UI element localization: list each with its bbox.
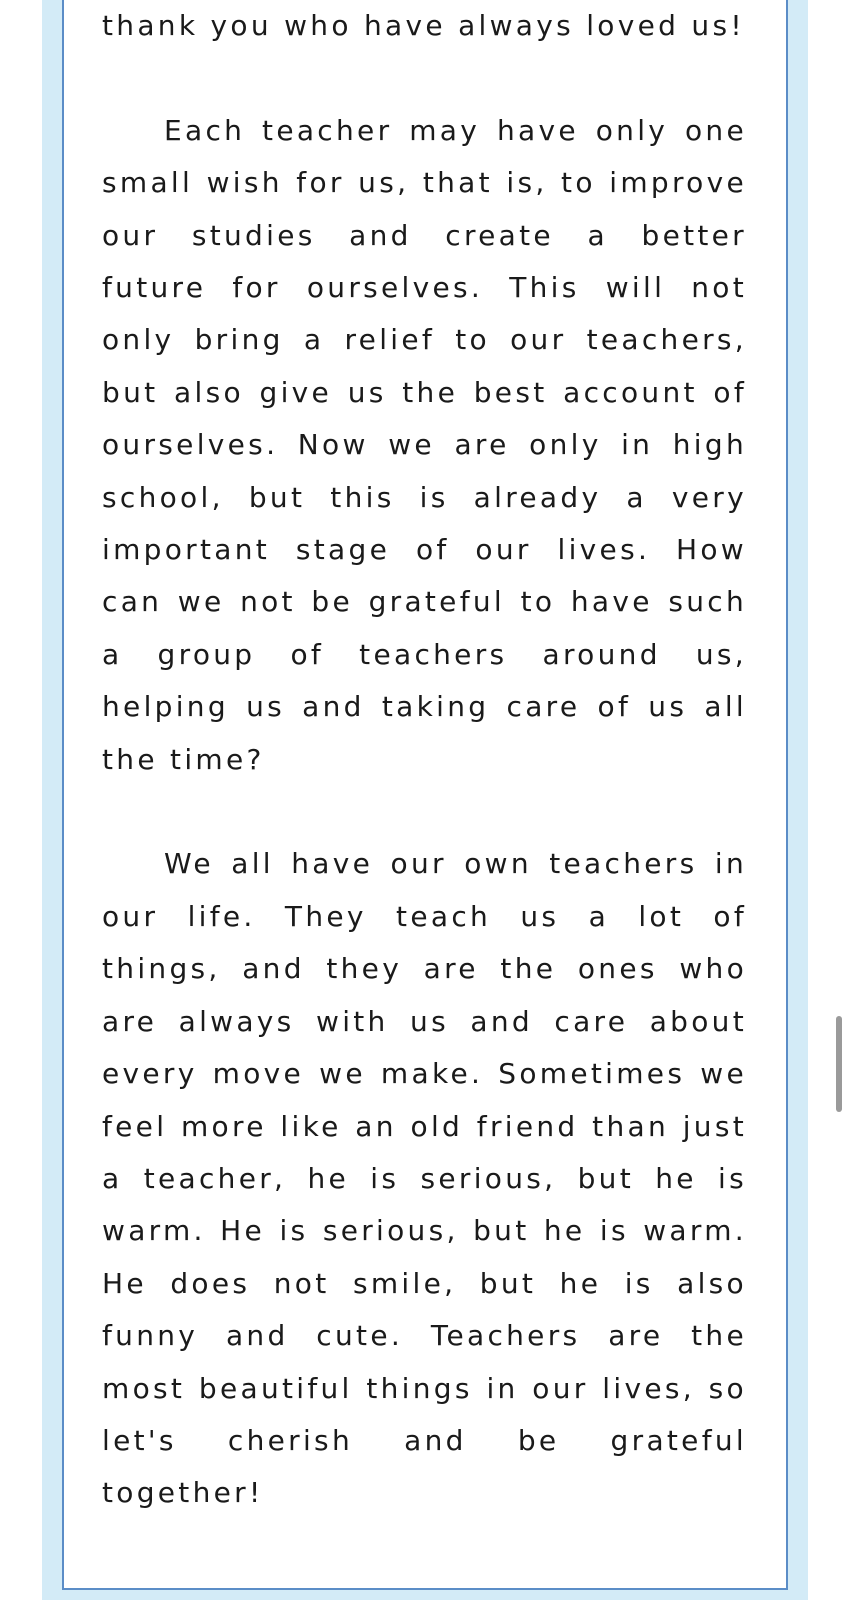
- paragraph-teacher-wish: Each teacher may have only one small wish for us, that is, to improve our studies and create a better future for ourselves. This will not only bring a relief to our teachers, but also give us the best account of ourselves. Now we are only in high school, but this is already a very important stage of our lives. How can we not be grateful to have such a group of teachers around us, helping us and taking care of us all the time?: [102, 113, 747, 776]
- vertical-scrollbar-thumb[interactable]: [836, 1016, 842, 1112]
- paragraph-continuation: thank you who have always loved us!: [102, 9, 745, 42]
- paragraph-our-teachers: We all have our own teachers in our life. They teach us a lot of things, and they are the ones who are always with us and care about every move we make. Sometimes we feel more like an old friend than just a teacher, he is serious, but he is warm. He is serious, but he is warm. He does not smile, but he is also funny and cute. Teachers are the most beautiful things in our lives, so let's cherish and be grateful together!: [102, 847, 747, 1510]
- paragraph-gap: [102, 786, 747, 838]
- paragraph-gap: [102, 52, 747, 104]
- essay-text: [102, 0, 747, 1520]
